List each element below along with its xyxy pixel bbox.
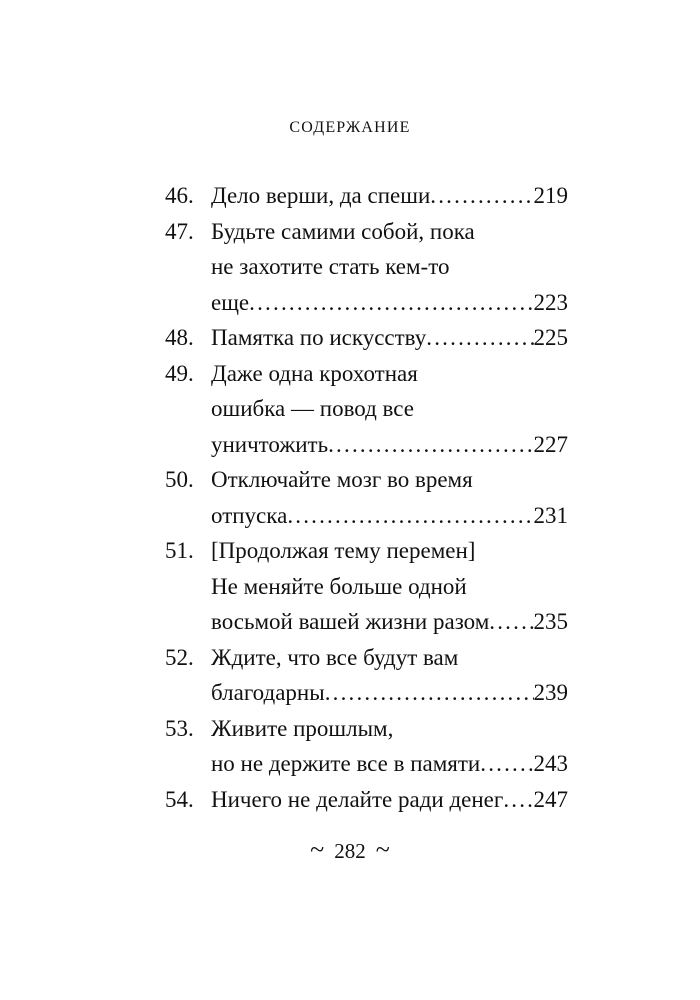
dot-leader [325, 675, 534, 711]
toc-entry [165, 533, 568, 640]
entry-number: 48. [165, 325, 194, 350]
tilde-ornament: ~ [310, 835, 325, 864]
entry-number: 50. [165, 467, 194, 492]
entry-number: 51. [165, 538, 194, 563]
dot-leader [426, 320, 533, 356]
toc-entry [165, 640, 568, 711]
entry-page-number: 219 [533, 183, 568, 208]
entry-title: еще [211, 289, 250, 315]
entry-title-line: Ждите, что все будут вам [211, 644, 459, 670]
entry-title: восьмой вашей жизни разом [211, 609, 490, 634]
entry-page-number: 223 [533, 289, 568, 315]
toc-entry [165, 462, 568, 533]
entry-page-number: 239 [533, 680, 568, 705]
entry-title: благодарны [211, 680, 325, 705]
toc-entry [165, 320, 568, 356]
dot-leader [249, 285, 533, 321]
entry-title: Ничего не делайте ради денег [211, 786, 504, 812]
entry-title-line: Не меняйте больше одной [211, 573, 467, 599]
page-footer [0, 835, 700, 868]
toc-entry [165, 214, 568, 321]
entry-number: 46. [165, 183, 194, 208]
page-number: 282 [334, 838, 366, 863]
dot-leader [328, 427, 533, 463]
entry-title: Дело верши, да спеши [211, 183, 431, 208]
entry-title: отпуска [211, 502, 288, 528]
entry-number: 53. [165, 715, 194, 741]
entry-title-line: Будьте самими собой, пока [211, 218, 475, 244]
entry-number: 54. [165, 786, 194, 812]
entry-page-number: 247 [533, 786, 568, 812]
toc-entry [165, 782, 568, 818]
entry-title: уничтожить [211, 431, 329, 457]
entry-title: Памятка по искусству [211, 325, 427, 350]
entry-number: 52. [165, 644, 194, 670]
toc-entry [165, 356, 568, 463]
entry-title: но не держите все в памяти [211, 751, 481, 776]
entry-page-number: 235 [533, 609, 568, 634]
toc-entry [165, 711, 568, 782]
entry-page-number: 225 [533, 325, 568, 350]
dot-leader [489, 604, 533, 640]
entry-number: 47. [165, 218, 194, 244]
dot-leader [503, 782, 533, 818]
entry-title-line: Отключайте мозг во время [211, 467, 473, 492]
entry-page-number: 231 [533, 502, 568, 528]
dot-leader [480, 746, 533, 782]
entry-title-line: ошибка — повод все [211, 396, 414, 421]
tilde-ornament: ~ [375, 835, 390, 864]
entry-page-number: 227 [533, 431, 568, 457]
entry-title-line: Даже одна крохотная [211, 360, 418, 386]
table-of-contents [165, 178, 568, 817]
entry-title-line: не захотите стать кем-то [211, 254, 450, 279]
entry-page-number: 243 [533, 751, 568, 776]
entry-title-line: Живите прошлым, [211, 715, 394, 741]
toc-entry [165, 178, 568, 214]
dot-leader [287, 498, 533, 534]
page-title: СОДЕРЖАНИЕ [289, 119, 411, 136]
dot-leader [430, 178, 533, 214]
entry-number: 49. [165, 360, 194, 386]
entry-title-line: [Продолжая тему перемен] [211, 538, 476, 563]
